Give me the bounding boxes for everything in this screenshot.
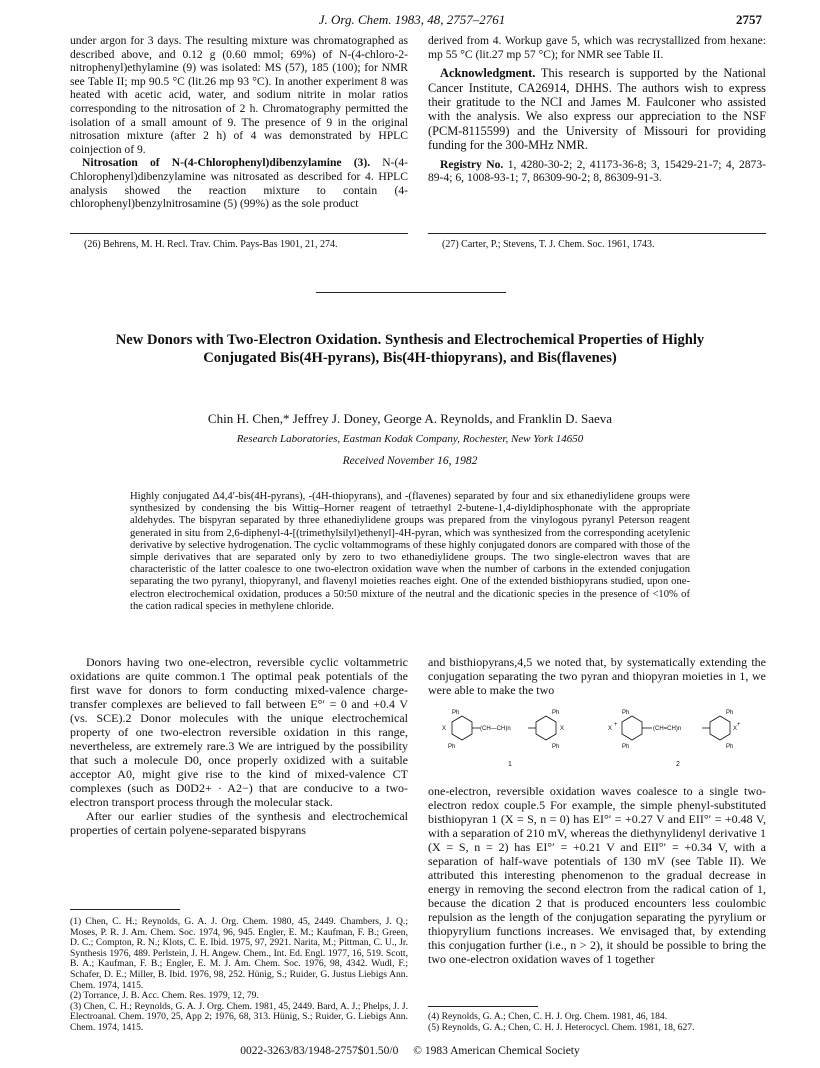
ph-label: Ph	[726, 744, 734, 750]
body-paragraph: Donors having two one-electron, reversible cyclic voltammetric oxidations are quite common.1 The optimal peak potentials of the first wave for donors to form conducting mixed-valence charge-transfer complexes are believed to fall between E°′ = 0 and +0.4 V (vs. SCE).2 Donor molecules with the unique electrochemical property of one two-electron reversible oxidation in this range, nevertheless, are extremely rare.3 We are intrigued by the possibility that such a molecule D0, once properly oxidized with a suitable acceptor A0, might give rise to the kind of mixed-valence CT complexes (such as D0D2+ · A2−) that are conducive to a two-electron transport process through the molecular stack.	[70, 655, 408, 809]
compound-1-label: 1	[508, 761, 512, 768]
acknowledgment-text: This research is supported by the National Cancer Institute, CA26914, DHHS. The authors wish to express their gratitude to the NCI and James M. Faulconer who assisted with the analysis. We also express our appreciation to the NSF (PCM-8115599) and the University of Missouri for providing funding for the 300-MHz NMR.	[428, 66, 766, 153]
acknowledgment-heading: Acknowledgment.	[440, 66, 536, 81]
pyrylium-ring	[710, 716, 730, 740]
ph-label: Ph	[726, 710, 734, 716]
registry-numbers	[428, 158, 766, 185]
structure-1	[442, 710, 564, 768]
page-footer	[70, 1045, 750, 1057]
previous-article-paragraph: derived from 4. Workup gave 5, which was recrystallized from hexane: mp 55 °C (lit.27 mp 57 °C); for NMR see Table II.	[428, 34, 766, 61]
article-code: 0022-3263/83/1948-2757$01.50/0	[240, 1045, 399, 1057]
ph-label: Ph	[622, 744, 630, 750]
acknowledgment	[428, 66, 766, 152]
body-left-column	[70, 655, 408, 837]
section-text: N-(4-Chlorophenyl)dibenzylamine was nitrosated as described for 4. HPLC analysis showed the reaction mixture to contain (4-chlorophenyl)benzylnitrosamine (5) (99%) as the sole product	[70, 156, 408, 211]
previous-article-right-column	[428, 34, 766, 185]
pyran-ring	[536, 716, 556, 740]
footnote-26: (26) Behrens, M. H. Recl. Trav. Chim. Pays-Bas 1901, 21, 274.	[84, 239, 338, 250]
ph-label: Ph	[448, 744, 456, 750]
footnote-rule	[70, 233, 408, 234]
footnote-rule	[428, 233, 766, 234]
registry-heading: Registry No.	[440, 157, 504, 171]
article-affiliation: Research Laboratories, Eastman Kodak Company, Rochester, New York 14650	[236, 433, 584, 445]
previous-article-paragraph: under argon for 3 days. The resulting mixture was chromatographed as described above, and 0.12 g (0.60 mmol; 69%) of N-(4-chloro-2-nitrophenyl)ethylamine (9) was isolated: MS (57), 185 (100); for NMR see Table II; mp 90.5 °C (lit.26 mp 93 °C). In another experiment 8 was heated with acetic acid, water, and sodium nitrite in molar ratios corresponding to the nitrosation of 2 h. Chromatography permitted the isolation of a small amount of 9. The presence of 9 in the original nitrosation mixture (after 2 h) of 4 was demonstrated by HPLC coinjection of 9.	[70, 34, 408, 156]
footnote: (3) Chen, C. H.; Reynolds, G. A. J. Org. Chem. 1981, 45, 2449. Bard, A. J.; Phelps, J. J. Electroanal. Chem. 1970, 25, App 2; 1976, 68, 313. Hünig, S.; Ruider, G. Liebigs Ann. Chem. 1974, 1415.	[70, 1000, 408, 1033]
footnote: (2) Torrance, J. B. Acc. Chem. Res. 1979, 12, 79.	[70, 990, 259, 1002]
ph-label: Ph	[452, 710, 460, 716]
copyright: © 1983 American Chemical Society	[413, 1045, 580, 1057]
footnotes-left	[70, 917, 408, 1034]
chain-label: (CH=CH)n	[653, 726, 682, 732]
received-date: Received November 16, 1982	[342, 455, 478, 467]
x-label: X	[442, 726, 447, 732]
pyran-ring	[452, 716, 472, 740]
pyrylium-ring	[622, 716, 642, 740]
structure-2	[608, 710, 741, 768]
article-title: New Donors with Two-Electron Oxidation. Synthesis and Electrochemical Properties of Highly Conjugated Bis(4H-pyrans), Bis(4H-thiopyrans), and Bis(flavenes)	[115, 332, 705, 366]
footnote: (1) Chen, C. H.; Reynolds, G. A. J. Org. Chem. 1980, 45, 2449. Chambers, J. Q.; Moses, P. R. J. Am. Chem. Soc. 1974, 96, 945. Engler, E. M.; Kaufman, F. B.; Green, D. C.; Compton, R. N.; Klots, C. E. Ibid. 1975, 97, 2921. Narita, M.; Pittman, C. U., Jr. Synthesis 1976, 489. Perlstein, J. H. Angew. Chem., Int. Ed. Engl. 1977, 16, 519. Scott, B. A.; Kaufman, F. B.; Engler, E. M. J. Am. Chem. Soc. 1976, 98, 4342. Wudl, F.; Schafer, D. E.; Miller, B. Ibid. 1976, 98, 252. Hünig, S.; Ruider, G. Justus Liebigs Ann. Chem. 1974, 1415.	[70, 916, 408, 991]
chain-label: (CH—CH)n	[480, 726, 511, 732]
abstract: Highly conjugated Δ4,4′-bis(4H-pyrans), -(4H-thiopyrans), and -(flavenes) separated by four and six ethanediylidene groups were synthesized by condensing the bis Wittig–Horner reagent of tetraethyl 2-butene-1,4-diyldiphosphonate with the appropriate aldehydes. The bispyran separated by three ethanediylidene groups was prepared from the vinylogous pyranyl Peterson reagent generated in situ from 2,6-diphenyl-4-[(trimethylsilyl)ethenyl]-4H-pyran, which was synthesized from the corresponding acetylenic derivative by selective hydrogenation. The cyclic voltammograms of these highly conjugated donors are compared with those of the simple derivatives that are separated only by zero to two ethanediylidene groups. The two single-electron waves that are characteristic of the latter coalesce to one two-electron oxidation wave when the number of carbons in the extended conjugation separating the two pyranyl, thiopyranyl, and flavenyl moieties reaches eight. One of the extended bisthiopyrans studied, upon one-electron electrochemical oxidation, produces a 50:50 mixture of the neutral and the dicationic species in the presence of <10% of the cation radical species in methylene chloride.	[130, 491, 690, 612]
previous-article-left-column	[70, 34, 408, 211]
ph-label: Ph	[552, 710, 560, 716]
registry-text: 1, 4280-30-2; 2, 41173-36-8; 3, 15429-21-7; 4, 2873-89-4; 6, 1008-93-1; 7, 86309-90-2; 8, 86309-91-3.	[428, 157, 766, 185]
body-right-paragraph: and bisthiopyrans,4,5 we noted that, by systematically extending the conjugation separating the two pyran and thiopyran moieties in 1, we were able to make the two	[428, 655, 766, 697]
x-label: X	[560, 726, 565, 732]
x-label: X	[733, 726, 738, 732]
body-right-paragraph: one-electron, reversible oxidation waves coalesce to a single two-electron redox couple.5 For example, the simple phenyl-substituted bisthiopyran 1 (X = S, n = 0) has EI°′ = +0.27 V and EII°′ = +0.48 V, with a separation of 210 mV, whereas the diethynylidenyl derivative 1 (X = S, n = 2) has EI°′ = +0.21 V and EII°′ = +0.34 V, with a separation of half-wave potentials of 130 mV (see Table II). We attributed this interesting phenomenon to the gradual decrease in energy in removing the second electron from the radical cation of 1, because the dication 2 that is produced encounters less coulombic repulsion as the length of the conjugation separating the pyrylium or thiopyrylium functions increases. We envisaged that, by extending this conjugation further (i.e., n > 2), it should be possible to bring the two one-electron oxidation waves of 1 together	[428, 784, 766, 966]
x-label: X	[608, 726, 613, 732]
ph-label: Ph	[622, 710, 630, 716]
journal-citation: J. Org. Chem. 1983, 48, 2757–2761	[318, 12, 506, 27]
body-paragraph: After our earlier studies of the synthesis and electrochemical properties of certain polyene-separated bispyrans	[70, 809, 408, 837]
footnote-27: (27) Carter, P.; Stevens, T. J. Chem. Soc. 1961, 1743.	[442, 239, 655, 250]
charge-label: +	[737, 722, 741, 728]
ph-label: Ph	[552, 744, 560, 750]
footnotes-right	[428, 1011, 766, 1033]
compound-2-label: 2	[676, 761, 680, 768]
footnote: (4) Reynolds, G. A.; Chen, C. H. J. Org. Chem. 1981, 46, 184.	[428, 1011, 668, 1022]
charge-label: +	[614, 722, 618, 728]
article-separator	[316, 292, 506, 293]
section-heading: Nitrosation of N-(4-Chlorophenyl)dibenzylamine (3).	[82, 156, 371, 170]
running-head	[62, 12, 762, 28]
page-number: 2757	[736, 12, 762, 27]
previous-article-paragraph	[70, 156, 408, 210]
footnote-rule	[70, 909, 180, 910]
footnote-rule	[428, 1006, 538, 1007]
article-authors: Chin H. Chen,* Jeffrey J. Doney, George A. Reynolds, and Franklin D. Saeva	[207, 411, 613, 426]
footnote: (5) Reynolds, G. A.; Chen, C. H. J. Heterocycl. Chem. 1981, 18, 627.	[428, 1022, 695, 1033]
chemical-structures	[428, 700, 766, 784]
